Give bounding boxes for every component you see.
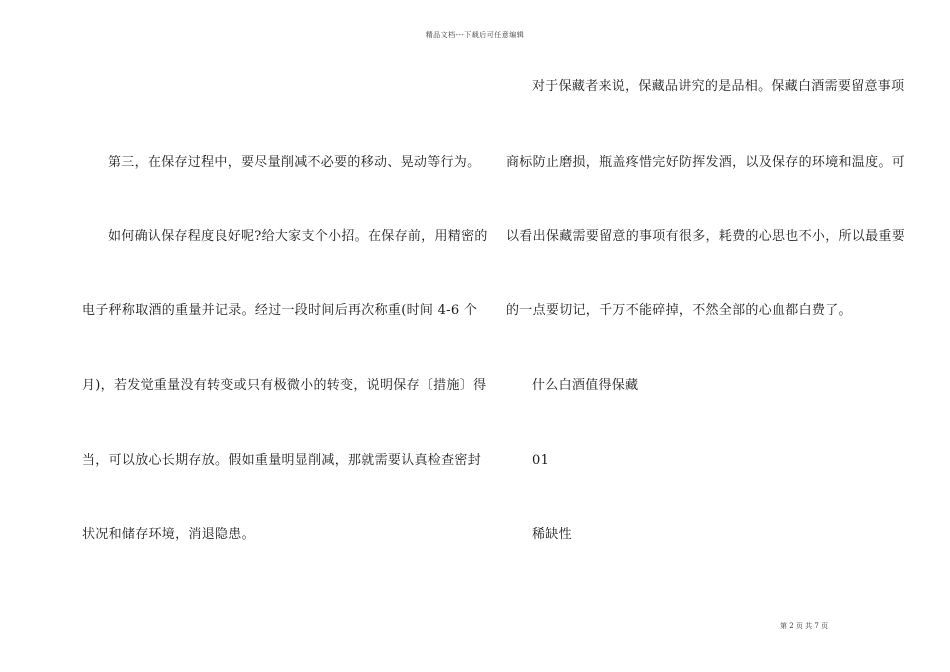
paragraph-line: 如何确认保存程度良好呢?给大家支个小招。在保存前，用精密的 [108,229,488,244]
paragraph-line: 对于保藏者来说，保藏品讲究的是品相。保藏白酒需要留意事项 [532,79,905,94]
paragraph-line: 月)，若发觉重量没有转变或只有极微小的转变，说明保存〔措施〕得 [82,378,487,393]
section-heading: 什么白酒值得保藏 [532,378,639,393]
section-number: 01 [532,453,550,468]
paragraph-line: 商标防止磨损，瓶盖疼惜完好防挥发酒，以及保存的环境和温度。可 [506,155,906,170]
paragraph-line: 的一点要切记，千万不能碎掉，不然全部的心血都白费了。 [506,303,852,318]
page-header: 精品文档---下载后可任意编辑 [425,31,525,39]
paragraph-line: 第三，在保存过程中，要尽量削减不必要的移动、晃动等行为。 [108,155,481,170]
page-number: 第 2 页 共 7 页 [780,622,829,630]
paragraph-line: 当，可以放心长期存放。假如重量明显削减，那就需要认真检查密封 [82,453,482,468]
subsection-heading: 稀缺性 [532,527,572,542]
paragraph-line: 以看出保藏需要留意的事项有很多，耗费的心思也不小，所以最重要 [506,229,906,244]
paragraph-line: 状况和储存环境，消退隐患。 [82,527,255,542]
paragraph-line: 电子秤称取酒的重量并记录。经过一段时间后再次称重(时间 4-6 个 [82,303,478,318]
